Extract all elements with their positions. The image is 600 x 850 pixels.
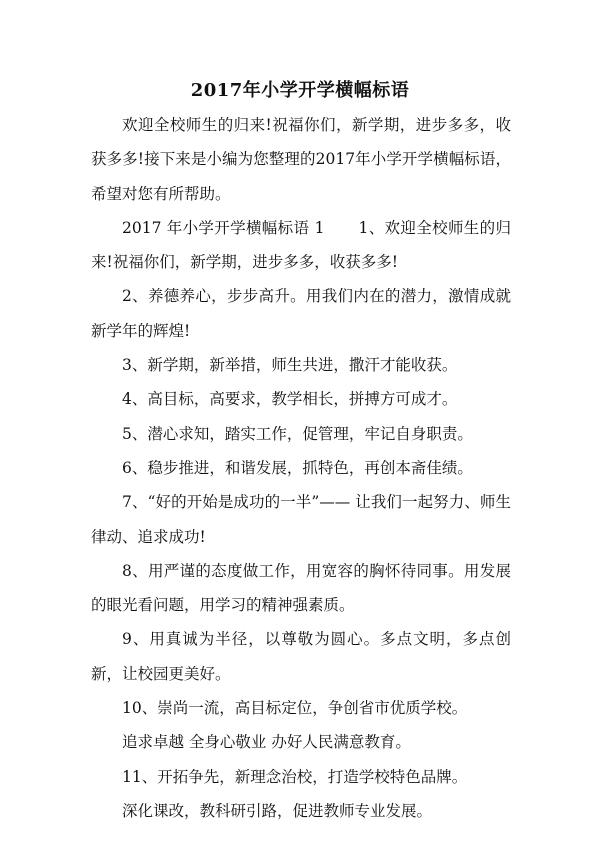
slogan-7: 7、“好的开始是成功的一半”—— 让我们一起努力、师生律动、追求成功! xyxy=(91,493,511,546)
section-heading: 2017 年小学开学横幅标语 1 xyxy=(122,218,325,237)
slogan-9: 9、用真诚为半径，以尊敬为圆心。多点文明，多点创新，让校园更美好。 xyxy=(91,630,511,683)
slogan-5: 5、潜心求知，踏实工作，促管理，牢记自身职责。 xyxy=(122,424,473,443)
slogan-8: 8、用严谨的态度做工作，用宽容的胸怀待同事。用发展的眼光看问题，用学习的精神强素质。 xyxy=(91,561,511,615)
page-title: 2017年小学开学横幅标语 xyxy=(190,80,410,101)
slogan-6: 6、稳步推进，和谐发展，抓特色，再创本斋佳绩。 xyxy=(122,458,473,477)
paragraph-section-heading xyxy=(91,211,511,280)
slogan-10: 10、崇尚一流，高目标定位，争创省市优质学校。 xyxy=(122,699,468,718)
slogan-1: 1、欢迎全校师生的归来!祝福你们，新学期，进步多多，收获多多! xyxy=(91,218,511,272)
document-body xyxy=(91,108,511,828)
slogan-11: 11、开拓争先，新理念治校，打造学校特色品牌。 xyxy=(122,767,468,786)
intro-paragraph: 欢迎全校师生的归来!祝福你们，新学期，进步多多，收获多多!接下来是小编为您整理的2017年小学开学横幅标语，希望对您有所帮助。 xyxy=(91,116,511,203)
slogan-10-extra: 追求卓越 全身心敬业 办好人民满意教育。 xyxy=(122,733,411,752)
slogan-4: 4、高目标，高要求，教学相长，拼搏方可成才。 xyxy=(122,390,458,409)
slogan-11-extra: 深化课改，教科研引路，促进教师专业发展。 xyxy=(122,801,433,820)
slogan-3: 3、新学期，新举措，师生共进，撒汗才能收获。 xyxy=(122,356,458,375)
slogan-2: 2、养德养心，步步高升。用我们内在的潜力，激情成就新学年的辉煌! xyxy=(91,287,511,340)
